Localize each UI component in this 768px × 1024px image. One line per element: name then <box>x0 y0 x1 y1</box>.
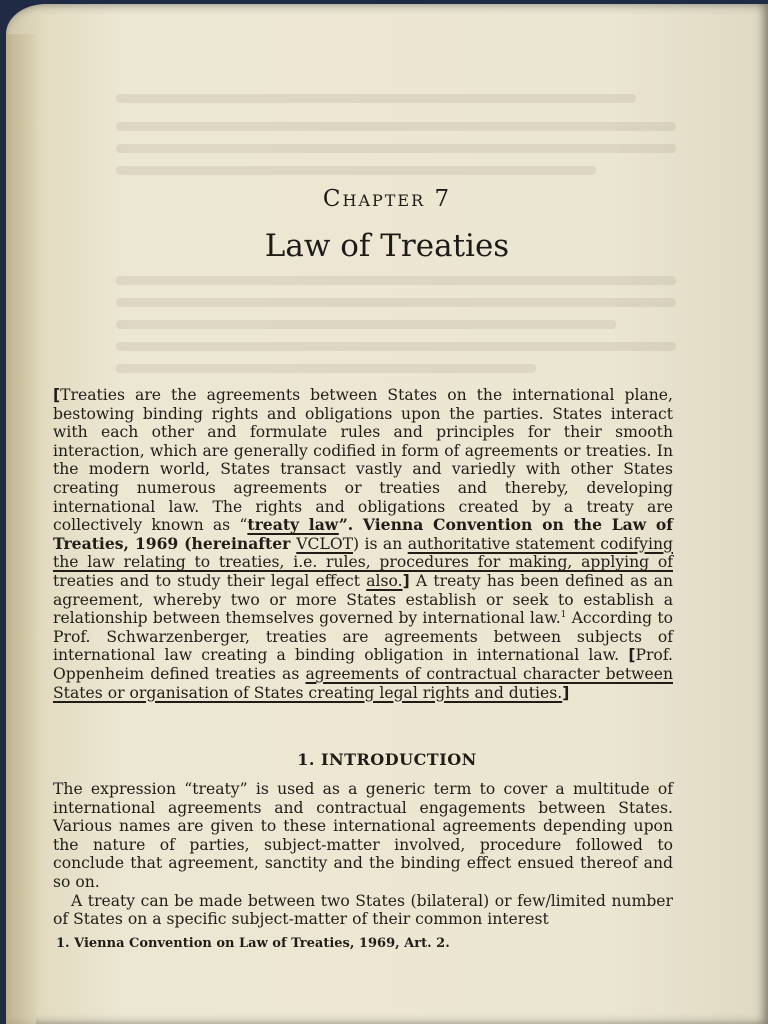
intro-text-1: Treaties are the agreements between States on the international plane, bestowing binding rights and obligations upon the parties. States interact with each other and formulate rules and principles for their smooth interaction, which are generally codified in form of agreements or treaties. In the modern world, States transact vastly and variedly with other States creating numerous agreements or treaties and thereby, developing international law. The rights and obligations created by a treaty are collectively known as “ <box>53 386 673 535</box>
underlined-statement: authoritative statement codifying the law relating to treaties, i.e. rules, procedures for making, applying of <box>53 534 673 572</box>
intro-text-7: Prof. Oppenheim defined treaties as <box>53 646 673 683</box>
pen-bracket-close-2: ] <box>562 683 570 702</box>
oppenheim-definition: agreements of contractual character between States or organisation of States creating legal rights and duties. <box>53 664 673 702</box>
bleed-through-text <box>116 298 676 307</box>
bleed-through-text <box>116 94 636 103</box>
pen-bracket-close: ] <box>402 571 410 590</box>
bleed-through-text <box>116 320 616 329</box>
intro-text-3: ) is an <box>353 534 408 553</box>
section-paragraph-1 <box>53 780 673 929</box>
chapter-title: Law of Treaties <box>264 228 510 264</box>
page-spine-shadow <box>6 34 36 1024</box>
chapter-label: Chapter 7 <box>322 186 452 212</box>
intro-paragraph <box>53 386 673 702</box>
section-heading: 1. INTRODUCTION <box>297 750 477 769</box>
bleed-through-text <box>116 342 676 351</box>
bleed-through-text <box>116 144 676 153</box>
intro-text-5: A treaty has been defined as an agreement, whereby two or more States establish or seek to establish a relationship between themselves governed by international law. <box>53 571 673 628</box>
footnote-ref: 1 <box>560 609 567 620</box>
pen-bracket-open: [ <box>53 386 61 404</box>
intro-text-2: ”. Vienna Convention on the Law of Treaties, 1969 (hereinafter <box>53 515 673 553</box>
treaty-law-term: treaty law <box>247 515 339 535</box>
book-page <box>6 4 768 1024</box>
footnote: 1. Vienna Convention on Law of Treaties, 1969, Art. 2. <box>56 936 450 951</box>
bleed-through-text <box>116 122 676 131</box>
vclot-abbreviation: VCLOT <box>296 534 353 553</box>
intro-text-4: treaties and to study their legal effect <box>53 571 367 590</box>
section-text-1: The expression “treaty” is used as a generic term to cover a multitude of international agreements and contractual engagements between States. Various names are given to these international agreements depending upon the nature of parties, subject-matter involved, procedure followed to conclude that agreement, sanctity and the binding effect ensued thereof and so on. <box>53 780 673 891</box>
bleed-through-text <box>116 276 676 285</box>
intro-text-6: According to Prof. Schwarzenberger, treaties are agreements between subjects of international law creating a binding obligation in international law. <box>53 609 673 665</box>
pen-bracket-open-2: [ <box>628 646 636 665</box>
bleed-through-text <box>116 166 596 175</box>
also-word: also. <box>366 571 403 590</box>
bleed-through-text <box>116 364 536 373</box>
section-text-2: A treaty can be made between two States (bilateral) or few/limited number of States on a specific subject-matter of their common interest <box>53 891 673 929</box>
